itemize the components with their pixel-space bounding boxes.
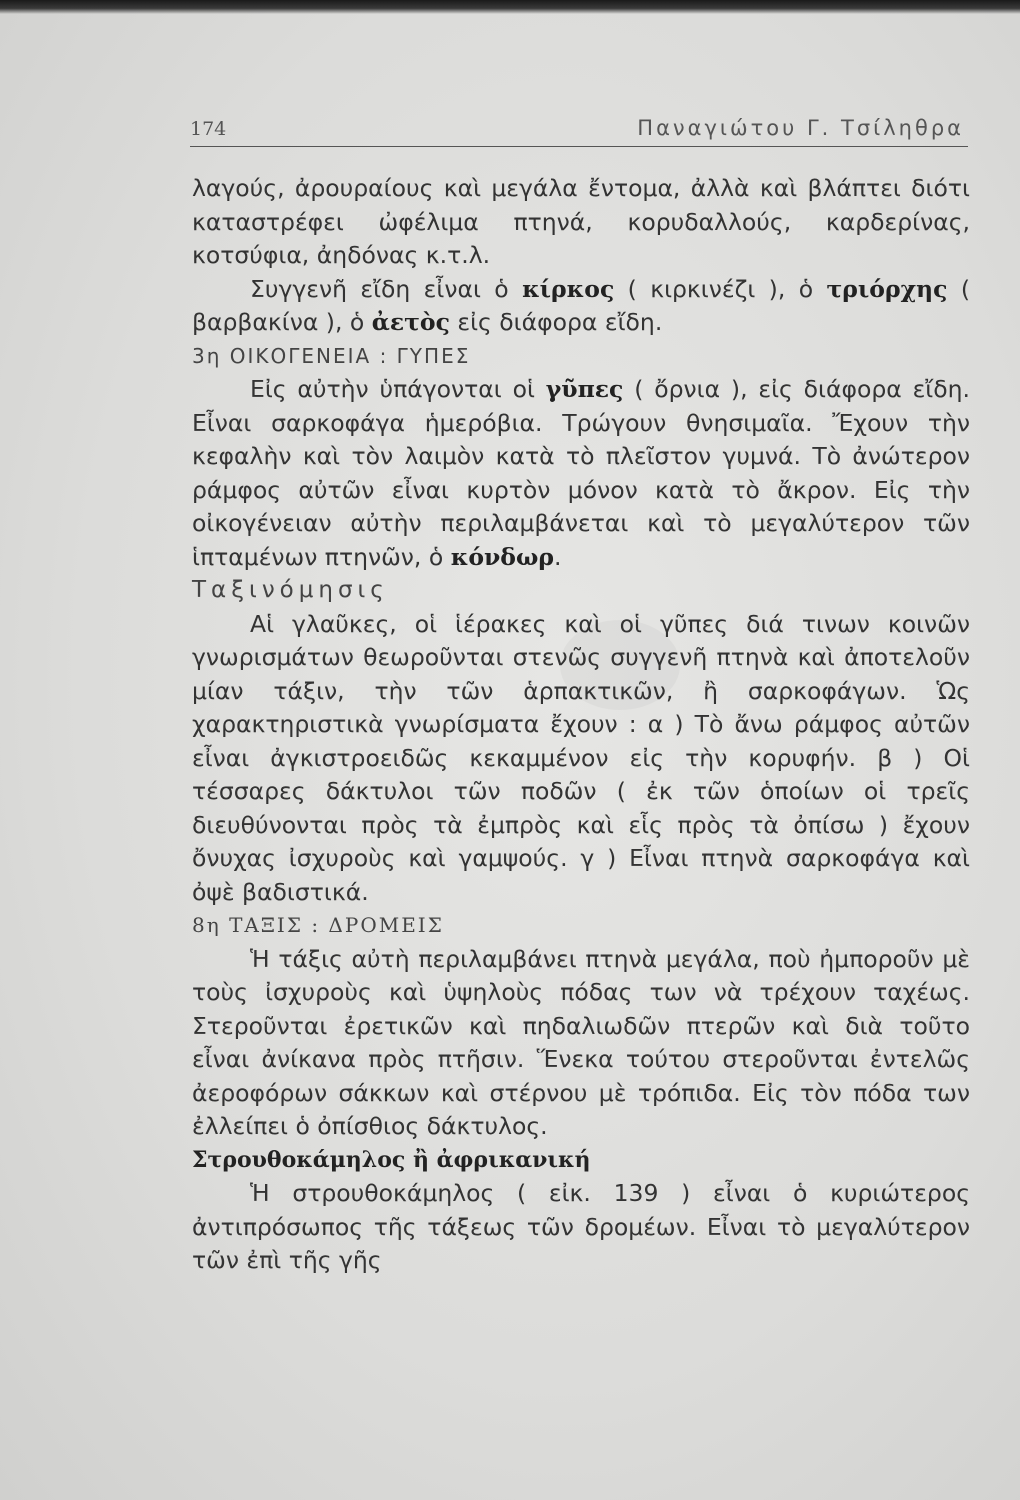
paragraph-3-text-2: ( ὄρνια ), εἰς διάφορα εἴδη. Εἶναι σαρκοφάγα ἡμερόβια. Τρώγουν θνησιμαῖα. Ἔχουν τὴν κεφαλὴν καὶ τὸν λαιμὸν κατὰ τὸ πλεῖστον γυμνά. Τὸ ἀνώτερον ράμφος αὐτῶν εἶναι κυρτὸν μόνον κατὰ τὸ ἄκρον. Εἰς τὴν οἰκογένειαν αὐτὴν περιλαμβάνεται καὶ τὸ μεγαλύτερον τῶν ἱπταμένων πτηνῶν, ὁ (192, 375, 970, 571)
term-gypes: γῦπες (545, 375, 624, 403)
order-heading: 8η ΤΑΞΙΣ : ΔΡΟΜΕΙΣ (192, 913, 444, 937)
paragraph-2-text-1: Συγγενῆ εἴδη εἶναι ὁ (250, 274, 523, 303)
family-heading: 3η ΟΙΚΟΓΕΝΕΙΑ : ΓΥΠΕΣ (192, 343, 471, 368)
scan-edge (0, 0, 1020, 14)
paragraph-2-text-3: ( βαρβακίνα ), ὁ (192, 274, 971, 336)
classification-heading: Ταξινόμησις (192, 577, 389, 603)
term-kirkos: κίρκος (522, 274, 615, 303)
page-number: 174 (190, 118, 227, 140)
paragraph-5: Ἡ τάξις αὐτὴ περιλαμβάνει πτηνὰ μεγάλα, ποὺ ἠμποροῦν μὲ τοὺς ἰσχυροὺς καὶ ὑψηλοὺς πόδας των νὰ τρέχουν ταχέως. Στεροῦνται ἐρετικῶν καὶ πηδαλιωδῶν πτερῶν καὶ διὰ τοῦτο εἶναι ἀνίκανα πρὸς πτῆσιν. Ἕνεκα τούτου στεροῦνται ἐντελῶς ἀεροφόρων σάκκων καὶ στέρνου μὲ τρόπιδα. Εἰς τὸν πόδα των ἐλλείπει ὁ ὀπίσθιος δάκτυλος. (192, 944, 970, 1140)
paragraph-3 (192, 373, 970, 574)
term-aetos: ἀετὸς (371, 308, 450, 336)
body-text (192, 172, 970, 1278)
paragraph-2-text-4: εἰς διάφορα εἴδη. (449, 308, 663, 336)
term-kondor: κόνδωρ (450, 542, 554, 571)
header-rule (190, 146, 968, 147)
ostrich-heading: Στρουθοκάμηλος ἢ ἀφρικανική (192, 1146, 591, 1173)
paragraph-4: Αἱ γλαῦκες, οἱ ἱέρακες καὶ οἱ γῦπες διά τινων κοινῶν γνωρισμάτων θεωροῦνται στενῶς συγγενῆ πτηνὰ καὶ ἀποτελοῦν μίαν τάξιν, τὴν τῶν ἁρπακτικῶν, ἢ σαρκοφάγων. Ὡς χαρακτηριστικὰ γνωρίσματα ἔχουν : α ) Τὸ ἄνω ράμφος αὐτῶν εἶναι ἀγκιστροειδῶς κεκαμμένον εἰς τὴν κορυφήν. β ) Οἱ τέσσαρες δάκτυλοι τῶν ποδῶν ( ἐκ τῶν ὁποίων οἱ τρεῖς διευθύνονται πρὸς τὰ ἐμπρὸς καὶ εἷς πρὸς τὰ ὀπίσω ) ἔχουν ὄνυχας ἰσχυροὺς καὶ γαμψούς. γ ) Εἶναι πτηνὰ σαρκοφάγα καὶ ὀψὲ βαδιστικά. (192, 609, 970, 906)
paragraph-1: λαγούς, ἀρουραίους καὶ μεγάλα ἔντομα, ἀλλὰ καὶ βλάπτει διότι καταστρέφει ὠφέλιμα πτηνά, κορυδαλλούς, καρδερίνας, κοτσύφια, ἀηδόνας κ.τ.λ. (192, 174, 970, 269)
paragraph-3-text-3: . (554, 542, 562, 571)
paragraph-2 (192, 273, 970, 340)
paragraph-3-text-1: Εἰς αὐτὴν ὑπάγονται οἱ (250, 375, 546, 403)
paragraph-2-text-2: ( κιρκινέζι ), ὁ (614, 274, 827, 303)
term-triorchis: τριόρχης (826, 274, 948, 303)
paragraph-6: Ἡ στρουθοκάμηλος ( εἰκ. 139 ) εἶναι ὁ κυριώτερος ἀντιπρόσωπος τῆς τάξεως τῶν δρομέων. Εἶναι τὸ μεγαλύτερον τῶν ἐπὶ τῆς γῆς (192, 1179, 970, 1274)
page-header (190, 112, 968, 146)
running-head: Παναγιώτου Γ. Τσίληθρα (637, 116, 964, 140)
